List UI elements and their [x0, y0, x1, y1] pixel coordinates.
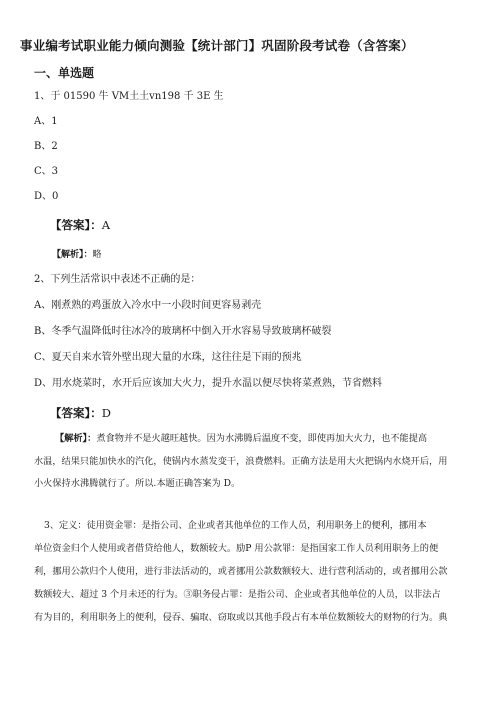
question-1-stem: 1、于 01590 牛 VM土土vn198 千 3E 生 — [34, 91, 224, 102]
question-2-stem: 2、下列生活常识中表述不正确的是： — [34, 274, 201, 285]
analysis-text: 略 — [92, 250, 102, 260]
question-2-answer — [50, 405, 111, 421]
question-2-option-b: B、冬季气温降低时往冰冷的玻璃杯中倒入开水容易导致玻璃杯破裂 — [34, 326, 332, 337]
question-2-analysis — [34, 428, 474, 496]
question-3-line: 单位资金归个人使用或者借贷给他人，数额较大。励P 用公款罪：是指国家工作人员利用职务上的便 — [34, 543, 439, 554]
analysis-line-text: 煮食物并不是火越旺越快。因为水沸腾后温度不变，即使再加大火力，也不能提高 — [96, 433, 428, 444]
question-1-option-b: B、2 — [34, 141, 58, 152]
question-3-line: 3、定义：徒用资金罪：是指公司、企业或者其他单位的工作人员，利用职务上的便利，挪用本 — [44, 520, 427, 531]
question-3-line: 数额较大、超过 3 个月未还的行为。③职务侵占罪：是指公司、企业或者其他单位的人员，以非法占 — [34, 589, 441, 600]
question-3-line: 有为目的，利用职务上的便利，侵吞、骗取、窃取或以其他手段占有本单位数额较大的财物的行为。典 — [34, 612, 448, 623]
question-2-option-d: D、用水烧菜时，水开后应该加大火力，提升水温以便尽快将菜煮熟，节省燃料 — [34, 378, 383, 389]
question-1-option-d: D、0 — [34, 191, 59, 202]
analysis-line: 水温，结果只能加快水的汽化，使锅内水蒸发变干，浪费燃料。正确方法是用大火把锅内水烧开后，用 — [34, 455, 448, 467]
analysis-line — [34, 428, 474, 451]
analysis-label: 【解析】： — [55, 433, 97, 444]
question-1-analysis — [52, 247, 102, 260]
question-2-option-c: C、夏天自来水管外壁出现大量的水珠，这往往是下雨的预兆 — [34, 352, 302, 363]
question-1-option-c: C、3 — [34, 166, 59, 177]
question-3-text — [34, 514, 474, 629]
section-heading: 一、单选题 — [34, 66, 95, 80]
question-3-line: 利，挪用公款归个人使用，进行非法活动的，或者挪用公款数额较大、进行营利活动的，或者挪用公款 — [34, 566, 448, 577]
answer-label: 【答案】： — [50, 218, 102, 232]
answer-label: 【答案】： — [50, 406, 102, 420]
question-1-answer — [50, 217, 110, 233]
question-2-option-a: A、刚煮熟的鸡蛋放入冷水中一小段时间更容易剥壳 — [34, 300, 262, 311]
question-1-option-a: A、1 — [34, 116, 58, 127]
analysis-label: 【解析】： — [52, 250, 93, 260]
analysis-line: 小火保持水沸腾就行了。所以.本题正确答案为 D。 — [34, 478, 241, 489]
answer-value: D — [101, 406, 111, 420]
answer-value: A — [101, 218, 111, 232]
page-title: 事业编考试职业能力倾向测验【统计部门】巩固阶段考试卷（含答案） — [20, 38, 414, 53]
